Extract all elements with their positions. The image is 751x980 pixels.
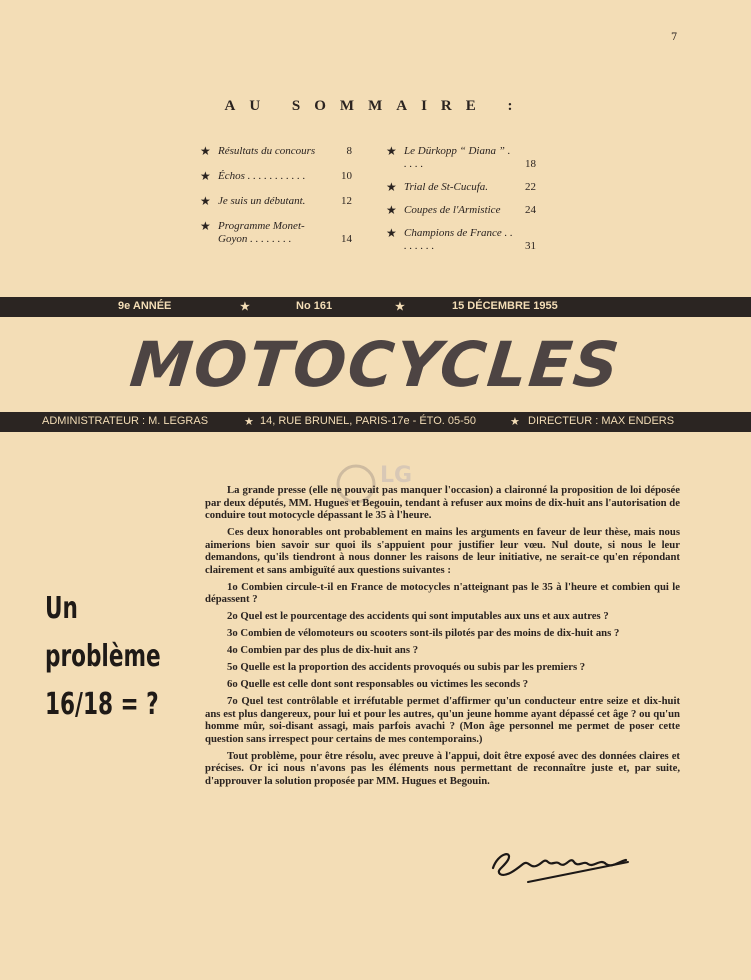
toc-item-page: 14 [341, 233, 352, 245]
side-title-line: problème [45, 639, 161, 674]
side-title-line: 16/18 = ? [45, 687, 159, 722]
editorial-article [205, 484, 680, 792]
toc-item-page: 8 [346, 145, 352, 157]
toc-item-label: Le Dürkopp “ Diana ” . . . . . [404, 145, 511, 170]
article-paragraph: La grande presse (elle ne pouvait pas manquer l'occasion) a claironné la proposition de loi déposée par deux députés, MM. Hugues et Begouin, tendant à refuser aux moins de dix-huit ans l'autorisation de conduire tout motocycle dépassant le 35 à l'heure. [205, 484, 680, 521]
toc-item-label: Champions de France . . . . . . . . [404, 227, 513, 252]
toc-item [200, 145, 352, 158]
toc-item-label: Je suis un débutant. [218, 195, 306, 207]
toc-item-label: Échos . . . . . . . . . . . [218, 170, 306, 182]
toc-item [386, 181, 536, 194]
star-icon: ★ [200, 194, 211, 208]
address: 14, RUE BRUNEL, PARIS-17e - ÉTO. 05-50 [260, 415, 477, 427]
star-icon: ★ [386, 144, 397, 158]
star-icon: ★ [200, 169, 211, 183]
band-star-icon: ★ [395, 301, 405, 313]
toc-item-label: Programme Monet-Goyon . . . . . . . . [218, 220, 305, 245]
issue-band [0, 297, 751, 317]
side-title [45, 585, 161, 729]
toc-item-page: 24 [525, 204, 536, 216]
sommaire-title: AU SOMMAIRE : [224, 98, 527, 114]
toc-item [200, 220, 352, 246]
toc-item-label: Résultats du concours [218, 145, 316, 157]
star-icon: ★ [386, 226, 397, 240]
article-paragraph: 1o Combien circule-t-il en France de motocycles n'atteignant pas le 35 à l'heure et combien qui le dépassent ? [205, 580, 680, 605]
author-signature [488, 838, 638, 888]
toc-item-page: 12 [341, 195, 352, 207]
toc-item [200, 170, 352, 183]
star-icon: ★ [386, 203, 397, 217]
toc-item-label: Trial de St-Cucufa. [404, 181, 489, 193]
article-paragraph: 5o Quelle est la proportion des accidents provoqués ou subis par les premiers ? [227, 661, 586, 673]
side-title-line: Un [45, 591, 78, 626]
toc-item-page: 10 [341, 170, 352, 182]
issue-year: 9e ANNÉE [118, 300, 172, 312]
band-star-icon: ★ [510, 416, 520, 428]
masthead-title: MOTOCYCLES [126, 328, 625, 401]
toc-item-page: 18 [525, 158, 536, 170]
article-paragraph: 3o Combien de vélomoteurs ou scooters sont-ils pilotés par des moins de dix-huit ans ? [227, 627, 620, 639]
toc-item [386, 227, 536, 253]
stamp-text: LG [380, 463, 413, 488]
toc-item [200, 195, 352, 208]
toc-item [386, 204, 536, 217]
toc-item-page: 31 [525, 240, 536, 252]
star-icon: ★ [386, 180, 397, 194]
director: DIRECTEUR : MAX ENDERS [528, 415, 675, 427]
article-paragraph: Ces deux honorables ont probablement en mains les arguments en faveur de leur thèse, mais nous aimerions bien savoir sur quoi ils s'appuient pour justifier leur vœu. Nul doute, si nous le leur demandons, qu'ils tiendront à nous donner les raisons de leur initiative, ne serait-ce qu'en répondant clairement et sans ambiguïté aux questions suivantes : [205, 526, 680, 576]
toc-item-label: Coupes de l'Armistice [404, 204, 501, 216]
toc-item-page: 22 [525, 181, 536, 193]
star-icon: ★ [200, 144, 211, 158]
admin-band [0, 412, 751, 432]
toc-right-column [386, 145, 536, 263]
band-star-icon: ★ [244, 416, 254, 428]
article-paragraph: 7o Quel test contrôlable et irréfutable permet d'affirmer qu'un conducteur entre seize et dix-huit ans est plus dangereux, pour lui et pour les autres, qu'un jeune homme ayant dépassé cet âge ? ou qu'un homme mûr, soi-disant assagi, mais parfois avachi ? (Mon âge personnel me permet de poser cette question sans irrespect pour certains de mes contemporains.) [205, 695, 680, 745]
article-paragraph: 4o Combien par des plus de dix-huit ans ? [227, 644, 419, 656]
star-icon: ★ [200, 219, 211, 233]
article-paragraph: 2o Quel est le pourcentage des accidents qui sont imputables aux uns et aux autres ? [227, 610, 609, 622]
toc-item [386, 145, 536, 171]
issue-number: No 161 [296, 300, 333, 312]
toc-left-column [200, 145, 352, 256]
band-star-icon: ★ [240, 301, 250, 313]
issue-date: 15 DÉCEMBRE 1955 [452, 300, 558, 312]
article-paragraph: Tout problème, pour être résolu, avec preuve à l'appui, doit être exposé avec des données claires et précises. Or ici nous n'avons pas les éléments nous permettant de reconnaître juste et, par suite, d'approuver la solution proposée par MM. Hugues et Begouin. [205, 749, 680, 787]
page-number: 7 [671, 32, 678, 43]
administrator: ADMINISTRATEUR : M. LEGRAS [42, 415, 209, 427]
article-paragraph: 6o Quelle est celle dont sont responsables ou victimes les seconds ? [227, 678, 529, 690]
